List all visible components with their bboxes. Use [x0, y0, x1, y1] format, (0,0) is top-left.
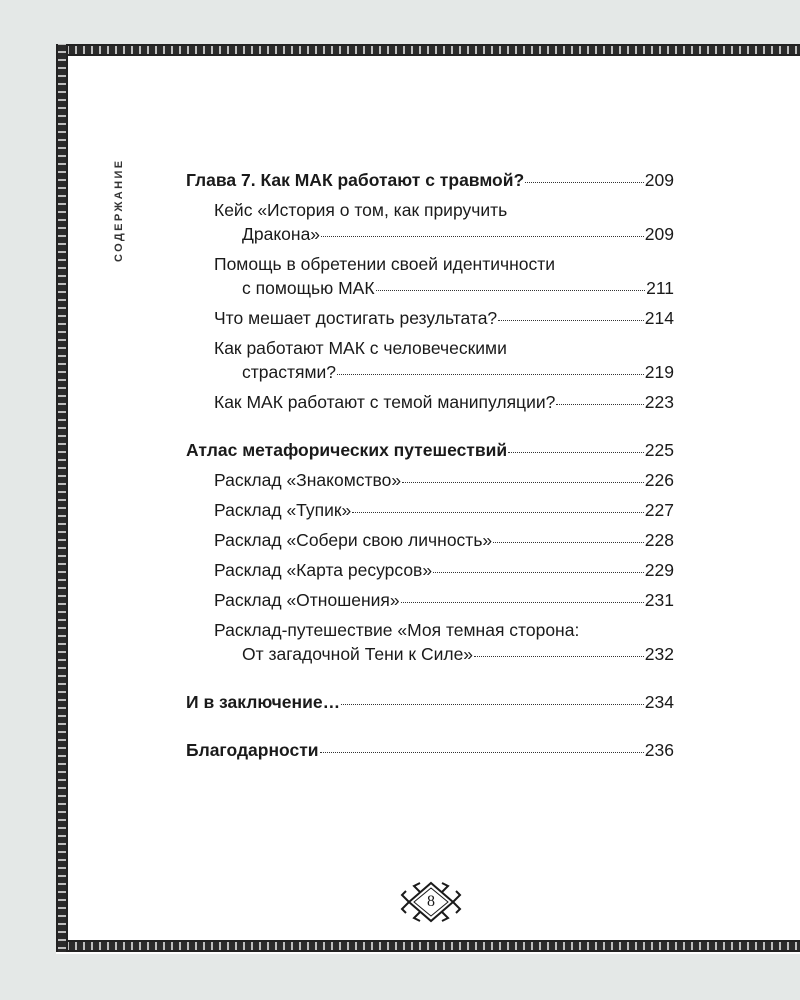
- toc-subentry-title-cont: Дракона»: [242, 224, 321, 244]
- toc-entry-page: 225: [644, 440, 674, 460]
- toc-subentry[interactable]: [186, 336, 674, 384]
- dot-leader: [352, 512, 644, 513]
- toc-subentry-title: Кейс «История о том, как приручить: [214, 200, 508, 220]
- dot-leader: [556, 404, 643, 405]
- toc-entry-chapter7[interactable]: [186, 168, 674, 192]
- dot-leader: [320, 752, 644, 753]
- toc-subentry[interactable]: [186, 306, 674, 330]
- ornament-border-top: [56, 44, 800, 56]
- toc-subentry[interactable]: [186, 198, 674, 246]
- dot-leader: [433, 572, 644, 573]
- toc-subentry[interactable]: [186, 528, 674, 552]
- toc-entry-page: 236: [644, 740, 674, 760]
- toc-subentry[interactable]: [186, 468, 674, 492]
- ornament-border-bottom: [56, 940, 800, 952]
- toc-entry-title: Атлас метафорических путешествий: [186, 440, 508, 460]
- dot-leader: [525, 182, 644, 183]
- toc-subentry[interactable]: [186, 618, 674, 666]
- page-number-ornament: [398, 880, 464, 924]
- toc-subentry-title-cont: От загадочной Тени к Силе»: [242, 644, 474, 664]
- toc-entry-title: И в заключение…: [186, 692, 341, 712]
- toc-subentry-page: 232: [644, 644, 674, 664]
- toc-entry-atlas[interactable]: [186, 438, 674, 462]
- toc-subentry-title: Помощь в обретении своей идентичности: [214, 254, 556, 274]
- toc-entry-page: 209: [644, 170, 674, 190]
- toc-subentry[interactable]: [186, 252, 674, 300]
- dot-leader: [474, 656, 644, 657]
- table-of-contents: [186, 168, 674, 762]
- toc-subentry-title: Расклад «Тупик»: [214, 500, 352, 520]
- toc-subentry-title: Расклад-путешествие «Моя темная сторона:: [214, 620, 580, 640]
- toc-subentry-page: 223: [644, 392, 674, 412]
- toc-subentry-title: Как работают МАК с человеческими: [214, 338, 507, 358]
- toc-subentry-page: 228: [644, 530, 674, 550]
- toc-subentry[interactable]: [186, 558, 674, 582]
- toc-subentry[interactable]: [186, 498, 674, 522]
- dot-leader: [337, 374, 644, 375]
- toc-subentry-page: 214: [644, 308, 674, 328]
- toc-subentry-page: 229: [644, 560, 674, 580]
- toc-subentry-page: 227: [644, 500, 674, 520]
- toc-entry-title: Благодарности: [186, 740, 319, 760]
- dot-leader: [402, 482, 644, 483]
- toc-entry-page: 234: [644, 692, 674, 712]
- toc-subentry-title: Расклад «Отношения»: [214, 590, 400, 610]
- toc-subentry-page: 231: [644, 590, 674, 610]
- page-number: 8: [427, 893, 435, 910]
- toc-subentry-title: Как МАК работают с темой манипуляции?: [214, 392, 556, 412]
- toc-subentry-page: 211: [646, 278, 674, 298]
- toc-subentry-page: 219: [644, 362, 674, 382]
- toc-entry-title: Глава 7. Как МАК работают с травмой?: [186, 170, 525, 190]
- toc-subentry-title: Расклад «Карта ресурсов»: [214, 560, 433, 580]
- toc-entry-conclusion[interactable]: [186, 690, 674, 714]
- toc-subentry[interactable]: [186, 390, 674, 414]
- dot-leader: [376, 290, 646, 291]
- toc-subentry-title-cont: с помощью МАК: [242, 278, 375, 298]
- toc-subentry[interactable]: [186, 588, 674, 612]
- toc-subentry-title: Расклад «Знакомство»: [214, 470, 402, 490]
- toc-subentry-page: 226: [644, 470, 674, 490]
- section-label: СОДЕРЖАНИЕ: [113, 158, 125, 262]
- toc-entry-thanks[interactable]: [186, 738, 674, 762]
- toc-subentry-title: Расклад «Собери свою личность»: [214, 530, 493, 550]
- dot-leader: [493, 542, 644, 543]
- ornament-border-left: [56, 44, 68, 952]
- dot-leader: [401, 602, 644, 603]
- toc-subentry-title: Что мешает достигать результата?: [214, 308, 498, 328]
- dot-leader: [508, 452, 644, 453]
- dot-leader: [498, 320, 644, 321]
- dot-leader: [341, 704, 644, 705]
- toc-subentry-title-cont: страстями?: [242, 362, 337, 382]
- dot-leader: [321, 236, 644, 237]
- toc-subentry-page: 209: [644, 224, 674, 244]
